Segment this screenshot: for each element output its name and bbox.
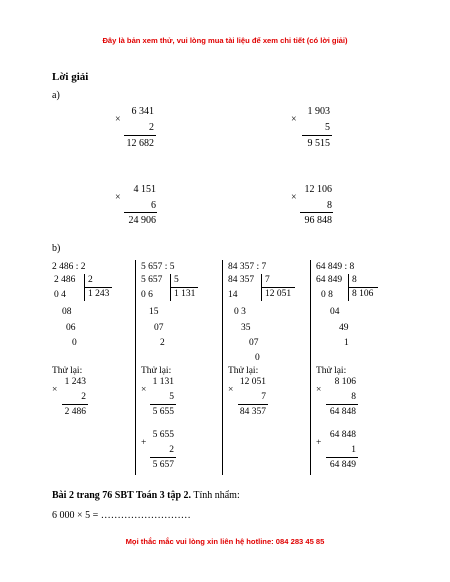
underline <box>238 404 268 405</box>
divisor-line <box>84 287 112 288</box>
mult-top: 12 106 <box>304 184 332 195</box>
addition-addend: 2 <box>169 445 174 455</box>
times-sign: × <box>291 114 297 125</box>
exercise-2-title: Bài 2 trang 76 SBT Toán 3 tập 2. <box>52 490 192 501</box>
quotient: 12 051 <box>265 289 292 299</box>
divisor-line <box>170 287 198 288</box>
underline <box>124 135 156 136</box>
remainder: 0 8 <box>321 290 333 300</box>
check-top: 1 131 <box>152 377 174 387</box>
division-expression: 5 657 : 5 <box>141 262 175 272</box>
divisor-line <box>348 287 378 288</box>
mult-multiplier: 6 <box>151 200 156 211</box>
mult-result: 96 848 <box>304 215 332 226</box>
plus-sign: + <box>141 438 147 448</box>
check-label: Thử lại: <box>52 366 83 376</box>
column-separator <box>222 260 223 475</box>
mult-multiplier: 2 <box>149 122 154 133</box>
check-multiplier: 7 <box>261 392 266 402</box>
times-sign: × <box>115 114 121 125</box>
remainder: 07 <box>249 338 259 348</box>
remainder: 49 <box>339 323 349 333</box>
mult-result: 9 515 <box>307 138 330 149</box>
divisor: 2 <box>88 275 93 285</box>
mult-result: 12 682 <box>126 138 154 149</box>
mult-top: 1 903 <box>307 106 330 117</box>
remainder: 06 <box>66 323 76 333</box>
times-sign: × <box>141 385 147 395</box>
check-multiplier: 5 <box>169 392 174 402</box>
remainder: 1 <box>344 338 349 348</box>
remainder: 0 4 <box>54 290 66 300</box>
remainder: 15 <box>149 307 159 317</box>
quotient: 1 243 <box>88 289 110 299</box>
solution-title: Lời giải <box>52 71 89 83</box>
divisor: 7 <box>265 275 270 285</box>
divisor: 8 <box>352 275 357 285</box>
check-result: 5 655 <box>152 407 174 417</box>
remainder: 2 <box>160 338 165 348</box>
exercise-2-line: 6 000 × 5 = ……………………… <box>52 510 191 521</box>
remainder: 04 <box>330 307 340 317</box>
dividend: 84 357 <box>228 275 255 285</box>
addition-result: 64 849 <box>329 460 356 470</box>
mult-top: 6 341 <box>131 106 154 117</box>
mult-multiplier: 5 <box>325 122 330 133</box>
remainder: 14 <box>228 290 238 300</box>
remainder: 0 6 <box>141 290 153 300</box>
check-multiplier: 8 <box>351 392 356 402</box>
check-top: 12 051 <box>239 377 266 387</box>
check-label: Thử lại: <box>141 366 172 376</box>
mult-multiplier: 8 <box>327 200 332 211</box>
plus-sign: + <box>316 438 322 448</box>
times-sign: × <box>52 385 58 395</box>
remainder: 08 <box>62 307 72 317</box>
divisor-line <box>261 287 295 288</box>
underline <box>302 135 332 136</box>
remainder: 0 3 <box>234 307 246 317</box>
underline <box>150 404 176 405</box>
check-result: 2 486 <box>64 407 86 417</box>
times-sign: × <box>115 192 121 203</box>
dividend: 64 849 <box>316 275 343 285</box>
underline <box>124 212 157 213</box>
underline <box>150 457 176 458</box>
addition-top: 64 848 <box>329 430 356 440</box>
hotline-banner: Mọi thắc mắc vui lòng xin liên hệ hotline: 084 283 45 85 <box>125 537 325 546</box>
column-separator <box>135 260 136 475</box>
quotient: 1 131 <box>174 289 196 299</box>
check-label: Thử lại: <box>316 366 347 376</box>
part-b-label: b) <box>52 243 61 254</box>
exercise-2-instruction: Tính nhẩm: <box>193 490 240 501</box>
divisor: 5 <box>174 275 179 285</box>
dividend: 5 657 <box>141 275 163 285</box>
column-separator <box>310 260 311 475</box>
addition-addend: 1 <box>351 445 356 455</box>
check-result: 84 357 <box>239 407 266 417</box>
check-top: 8 106 <box>334 377 356 387</box>
underline <box>326 457 358 458</box>
division-expression: 84 357 : 7 <box>228 262 267 272</box>
mult-top: 4 151 <box>133 184 156 195</box>
check-multiplier: 2 <box>81 392 86 402</box>
division-expression: 64 849 : 8 <box>316 262 355 272</box>
remainder: 35 <box>241 323 251 333</box>
part-a-label: a) <box>52 90 60 101</box>
addition-top: 5 655 <box>152 430 174 440</box>
addition-result: 5 657 <box>152 460 174 470</box>
times-sign: × <box>291 192 297 203</box>
underline <box>326 404 358 405</box>
division-expression: 2 486 : 2 <box>52 262 86 272</box>
remainder: 0 <box>255 353 260 363</box>
check-top: 1 243 <box>64 377 86 387</box>
underline <box>300 212 333 213</box>
times-sign: × <box>316 385 322 395</box>
underline <box>62 404 88 405</box>
check-result: 64 848 <box>329 407 356 417</box>
dividend: 2 486 <box>54 275 76 285</box>
remainder: 07 <box>154 323 164 333</box>
preview-banner: Đây là bản xem thử, vui lòng mua tài liệu để xem chi tiết (có lời giải) <box>102 36 348 45</box>
remainder: 0 <box>72 338 77 348</box>
mult-result: 24 906 <box>128 215 156 226</box>
check-label: Thử lại: <box>228 366 259 376</box>
exercise-2-heading <box>52 490 240 501</box>
times-sign: × <box>228 385 234 395</box>
quotient: 8 106 <box>352 289 374 299</box>
